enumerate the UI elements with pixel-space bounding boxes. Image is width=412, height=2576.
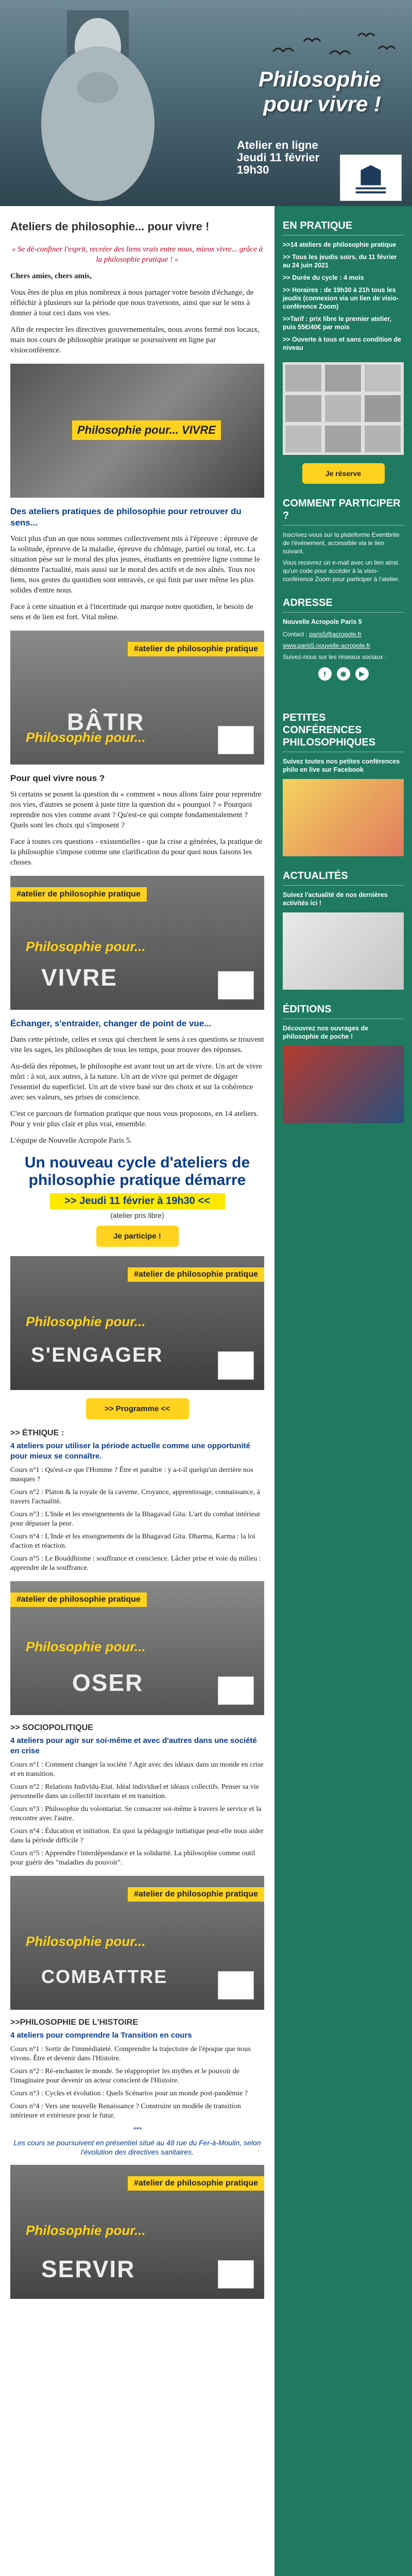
ethique-heading: >> ÉTHIQUE :	[10, 1429, 64, 1437]
socio-heading: >> SOCIOPOLITIQUE	[10, 1723, 93, 1732]
editions-image[interactable]	[283, 1046, 404, 1123]
photo-batir	[10, 631, 264, 765]
photo-big-word: VIVRE	[41, 964, 118, 991]
section1-paragraph-2: Face à cette situation et à l'incertitude qui marque notre quotidien, le besoin de sens et de lien est fort. Vital même.	[10, 603, 253, 621]
photo-big-word: BÂTIR	[67, 708, 145, 735]
photo-tag: #atelier de philosophie pratique	[10, 1592, 147, 1607]
contact-line	[283, 630, 404, 638]
histoire-heading: >>PHILOSOPHIE DE L'HISTOIRE	[10, 2018, 139, 2027]
socio-course-3: Cours n°3 : Philosophie du volontariat. Se consacrer soi-même à travers le service et la rencontre avec l'autre.	[10, 1805, 262, 1822]
histoire-subtitle: 4 ateliers pour comprendre la Transition en cours	[10, 2031, 192, 2040]
section1-heading: Des ateliers pratiques de philosophie pour retrouver du sens...	[10, 506, 242, 528]
ethique-course-2: Cours n°2 : Platon & la royale de la caverne. Croyance, apprentissage, connaissance, à travers l'actualité.	[10, 1488, 260, 1505]
photo-combattre	[10, 1876, 264, 2010]
section3-paragraph-3: C'est ce parcours de formation pratique que nous vous proposons, en 14 ateliers. Pour y voir plus clair et plus vrai, ensemble.	[10, 1110, 259, 1128]
practice-line-1: >>14 ateliers de philosophie pratique	[283, 241, 397, 248]
event-line-3: 19h30	[237, 163, 269, 176]
photo-big-word: S'ENGAGER	[31, 1344, 163, 1366]
section3-signature: L'équipe de Nouvelle Acropole Paris 5.	[10, 1137, 132, 1145]
program-button[interactable]: >> Programme <<	[86, 1398, 189, 1419]
practice-title: EN PRATIQUE	[283, 220, 353, 231]
mini-logo	[218, 971, 254, 999]
cta-free: (atelier pris libre)	[110, 1211, 164, 1219]
photo-big-word: OSER	[72, 1669, 144, 1696]
photo-word: Philosophie pour...	[26, 730, 146, 745]
intro-title: Ateliers de philosophie... pour vivre !	[10, 220, 210, 233]
mini-logo	[218, 1351, 254, 1380]
socio-course-1: Cours n°1 : Comment changer la société ? Agir avec des idéaux dans un monde en crise et en transition.	[10, 1761, 264, 1778]
instagram-icon[interactable]: ◉	[337, 667, 350, 681]
news-image[interactable]	[283, 912, 404, 990]
mini-logo	[218, 2260, 254, 2289]
photo-word: Philosophie pour...	[26, 2223, 146, 2238]
histoire-course-4: Cours n°4 : Vers une nouvelle Renaissance ? Construire un modèle de transition intérieure et extérieure pour le futur.	[10, 2103, 241, 2120]
intro-paragraph-1: Vous êtes de plus en plus nombreux à nous partager votre besoin d'échange, de réfléchir à plusieurs sur la période que nous traversons, ainsi que sur le sens à donner à tout ceci dans vos vies.	[10, 289, 254, 317]
section1-paragraph-1: Voici plus d'un an que nous sommes collectivement mis à l'épreuve : épreuve de la solitude, épreuve de la maladie, épreuve du chômage, partiel ou total, etc. La situation pèse sur le moral des plus jeunes, étudiants en première ligne comme le démontre l'actualité, mais aussi sur le moral des actifs et de nos aînés. Tous nos liens, nos gestes du quotidien sont entravés, ce qui finit par user même les plus solides d'entre nous.	[10, 535, 260, 595]
section3-heading: Échanger, s'entraider, changer de point de vue...	[10, 1019, 212, 1028]
cta-date: >> Jeudi 11 février à 19h30 <<	[50, 1193, 225, 1209]
event-line-1: Atelier en ligne	[237, 139, 318, 151]
website-link[interactable]: www.paris5.nouvelle-acropole.fr	[283, 642, 371, 649]
divider	[283, 885, 404, 886]
divider	[283, 525, 404, 526]
ethique-course-3: Cours n°3 : L'Inde et les enseignements de la Bhagavad Gita. L'art du combat intérieur pour dépasser la peur.	[10, 1511, 261, 1528]
photo-word: Philosophie pour...	[26, 1934, 146, 1949]
section2-paragraph-1: Si certains se posent la question du « comment » nous allons faire pour reprendre nos vies, d'autres se posent à juste titre la question du « pourquoi ? » Pourquoi reprendre nos vies comme avant ? Qu'est-ce qui compte fondamentalement ? Quels sont les choix qui s'imposent ?	[10, 790, 262, 829]
section3-paragraph-1: Dans cette période, celles et ceux qui cherchent le sens à ces questions se trouvent vite les sages, les philosophes de tous les temps, pour trouver des réponses.	[10, 1036, 264, 1054]
photo-tag: #atelier de philosophie pratique	[128, 642, 264, 656]
photo-word: Philosophie pour...	[26, 1314, 146, 1329]
pc-text: Suivez toutes nos petites conférences philo en live sur Facebook	[283, 758, 400, 773]
acropole-logo	[340, 155, 402, 201]
photo-word: Philosophie pour...	[26, 939, 146, 954]
statue-illustration	[21, 10, 175, 206]
socio-course-2: Cours n°2 : Relations Individu-Etat. Idéal individuel et idéaux collectifs. Penser sa vie personnelle dans un collectif incertain et en transition.	[10, 1783, 260, 1800]
ethique-course-4: Cours n°4 : L'Inde et les enseignements de la Bhagavad Gita. Dharma, Karma : la loi d'action et réaction.	[10, 1533, 255, 1550]
intro-quote: « Se dé-confiner l'esprit, recréer des liens vrais entre nous, mieux vivre... grâce à la philosophie pratique ! »	[11, 245, 263, 264]
photo-oser	[10, 1581, 264, 1715]
editions-text: Découvrez nos ouvrages de philosophie de poche !	[283, 1025, 369, 1040]
contact-label: Contact :	[283, 631, 308, 638]
editions-title: ÉDITIONS	[283, 1004, 332, 1015]
mini-logo	[218, 1971, 254, 1999]
header-banner	[0, 0, 412, 206]
practice-line-5: >>Tarif : prix libre le premier atelier, puis 55€/40€ par mois	[283, 315, 391, 331]
photo-tag: #atelier de philosophie pratique	[10, 887, 147, 902]
ethique-course-5: Cours n°5 : Le Bouddhisme : souffrance et conscience. Lâcher prise et voie du milieu : apprendre de la souffrance.	[10, 1555, 261, 1572]
photo-big-word: SERVIR	[41, 2256, 135, 2282]
youtube-icon[interactable]: ▶	[355, 667, 369, 681]
birds-illustration	[268, 26, 402, 72]
photo-big-word: COMBATTRE	[41, 1966, 168, 1987]
divider	[283, 612, 404, 613]
stars-separator: ***	[133, 2125, 142, 2133]
address-title: ADRESSE	[283, 597, 333, 608]
pc-title: PETITES CONFÉRENCES PHILOSOPHIQUES	[283, 712, 376, 748]
greeting: Chers amies, chers amis,	[10, 272, 92, 280]
ethique-course-1: Cours n°1 : Qu'est-ce que l'Homme ? Être et paraître : y a-t-il quelqu'un derrière nos masques ?	[10, 1466, 253, 1483]
main-column	[0, 206, 274, 2576]
practice-line-4: >> Horaires : de 19h30 à 21h tous les jeudis (connexion via un lien de visio-conférence Zoom)	[283, 286, 399, 310]
video-grid-illustration	[283, 362, 404, 455]
practice-line-2: >> Tous les jeudis soirs, du 11 février au 24 juin 2021	[283, 253, 397, 269]
socio-course-5: Cours n°5 : Apprendre l'interdépendance et la solidarité. La philosophie comme outil pour guérir des "maladies du pouvoir".	[10, 1850, 255, 1867]
header-title: Philosophie pour vivre !	[258, 67, 381, 116]
address-name: Nouvelle Acropole Paris 5	[283, 618, 362, 625]
photo-servir	[10, 2165, 264, 2299]
event-info	[237, 139, 340, 176]
mini-logo	[218, 1676, 254, 1705]
news-text: Suivez l'actualité de nos dernières activités ici !	[283, 891, 388, 907]
photo-caption: Philosophie pour... VIVRE	[72, 420, 221, 440]
socio-subtitle: 4 ateliers pour agir sur soi-même et avec d'autres dans une société en crise	[10, 1736, 257, 1755]
section3-paragraph-2: Au-delà des réponses, le philosophe est avant tout un art de vivre. Un art de vivre mûri : à soi, aux autres, à la nature. Un art de vivre qui permet de dégager l'essentiel du superficiel. Un art de vivre basé sur des choix et sur la cohérence avec ses valeurs, ses prises de conscience.	[10, 1062, 262, 1101]
sidebar	[274, 206, 412, 2576]
facebook-icon[interactable]: f	[318, 667, 332, 681]
event-line-2: Jeudi 11 février	[237, 151, 320, 164]
photo-tag: #atelier de philosophie pratique	[128, 2176, 264, 2191]
photo-word: Philosophie pour...	[26, 1639, 146, 1654]
photo-sengager	[10, 1256, 264, 1390]
photo-tag: #atelier de philosophie pratique	[128, 1887, 264, 1902]
participate-text-1: Inscrivez-vous sur la plateforme Eventbrite de l'événement, accessible via le lien suivant.	[283, 531, 400, 555]
histoire-course-3: Cours n°3 : Cycles et évolution : Quels Scénarios pour un monde post-pandémie ?	[10, 2090, 248, 2097]
histoire-course-1: Cours n°1 : Sortir de l'immédiateté. Comprendre la trajectoire de l'époque que nous vivons. Être et devenir dans l'Histoire.	[10, 2045, 251, 2062]
participants-photo-grid	[283, 362, 404, 455]
contact-email-link[interactable]: paris5@acropole.fr	[309, 631, 362, 638]
practice-line-3: >> Durée du cycle : 4 mois	[283, 274, 364, 281]
photo-tag: #atelier de philosophie pratique	[128, 1267, 264, 1282]
section2-heading: Pour quel vivre nous ?	[10, 773, 105, 783]
participate-title: COMMENT PARTICIPER ?	[283, 498, 401, 521]
conferences-image[interactable]	[283, 779, 404, 856]
mini-logo	[218, 726, 254, 754]
photo-vivre	[10, 876, 264, 1010]
ethique-subtitle: 4 ateliers pour utiliser la période actuelle comme une opportunité pour mieux se connaître.	[10, 1442, 250, 1461]
participate-button[interactable]: Je participe !	[96, 1226, 179, 1247]
presential-note: Les cours se poursuivent en présentiel situé au 48 rue du Fer-à-Moulin, selon l'évolution des directives sanitaires.	[13, 2139, 261, 2156]
news-title: ACTUALITÉS	[283, 870, 348, 882]
participate-text-2: Vous recevrez un e-mail avec un lien ainsi qu'un code pour accéder à la visio-conférence Zoom pour participer à l'atelier.	[283, 559, 400, 583]
practice-line-6: >> Ouverte à tous et sans condition de niveau	[283, 336, 401, 351]
cta-title: Un nouveau cycle d'ateliers de philosophie pratique démarre	[24, 1154, 250, 1189]
social-label: Suivez-nous sur les réseaux sociaux :	[283, 653, 387, 660]
photo-vivre-group	[10, 364, 264, 498]
reserve-button[interactable]: Je réserve	[302, 463, 385, 484]
socio-course-4: Cours n°4 : Éducation et initiation. En quoi la pédagogie initiatique peut-elle nous aider dans la période difficile ?	[10, 1827, 264, 1844]
intro-paragraph-2: Afin de respecter les directives gouvernementales, nous avons fermé nos locaux, mais nos cours de philosophie pratique se poursuivent en ligne par visioconférence.	[10, 326, 260, 354]
social-icons	[283, 667, 404, 681]
histoire-course-2: Cours n°2 : Ré-enchanter le monde. Se réapproprier les mythes et le pouvoir de l'imaginaire pour devenir un acteur conscient de l'Histoire.	[10, 2067, 239, 2084]
section2-paragraph-2: Face à toutes ces questions - existentielles - que la crise a générées, la pratique de la philosophie s'impose comme une clarification du pour quoi nous faisons les choses.	[10, 838, 262, 867]
